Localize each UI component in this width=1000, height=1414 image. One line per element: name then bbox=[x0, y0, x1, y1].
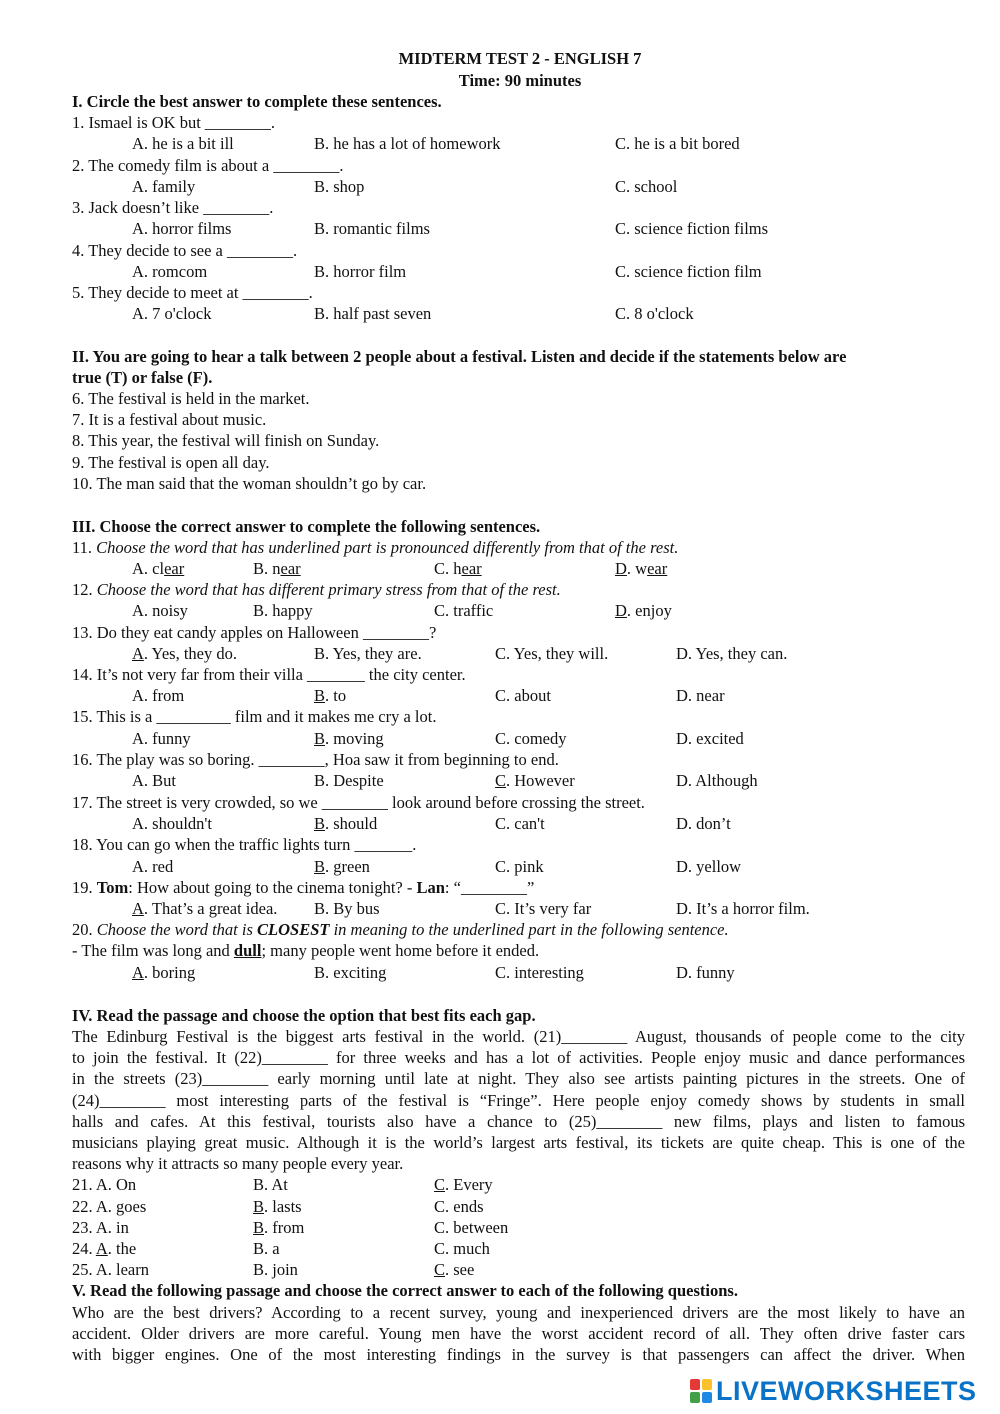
q12-option-d[interactable]: D. enjoy bbox=[615, 601, 672, 620]
q11-number: 11. bbox=[72, 538, 93, 557]
question-17: 17. The street is very crowded, so we ________ look around before crossing the street. bbox=[72, 793, 645, 812]
passage-line: halls and cafes. At this festival, tourists also have a chance to (25)________ new films, plays and listen to famous bbox=[72, 1112, 965, 1131]
q18-option-b[interactable]: B. green bbox=[314, 857, 370, 876]
q1-option-b[interactable]: B. he has a lot of homework bbox=[314, 134, 501, 153]
q19-option-c[interactable]: C. It’s very far bbox=[495, 899, 592, 918]
q2-option-c[interactable]: C. school bbox=[615, 177, 678, 196]
section-4-heading: IV. Read the passage and choose the option that best fits each gap. bbox=[72, 1006, 536, 1025]
section-5-heading: V. Read the following passage and choose the correct answer to each of the following questions. bbox=[72, 1281, 738, 1300]
q14-option-a[interactable]: A. from bbox=[132, 686, 185, 705]
q12-instruction: Choose the word that has different primary stress from that of the rest. bbox=[96, 580, 561, 599]
q3-option-b[interactable]: B. romantic films bbox=[314, 219, 430, 238]
q23-option-a[interactable]: 23. A. in bbox=[72, 1218, 129, 1237]
q20-option-c[interactable]: C. interesting bbox=[495, 963, 584, 982]
q21-option-a[interactable]: 21. A. On bbox=[72, 1175, 137, 1194]
q17-option-b[interactable]: B. should bbox=[314, 814, 378, 833]
statement-6: 6. The festival is held in the market. bbox=[72, 389, 310, 408]
q19-option-b[interactable]: B. By bus bbox=[314, 899, 380, 918]
liveworksheets-logo-text: LIVEWORKSHEETS bbox=[716, 1375, 977, 1406]
q16-option-c[interactable]: C. However bbox=[495, 771, 575, 790]
statement-7: 7. It is a festival about music. bbox=[72, 410, 267, 429]
q24-option-c[interactable]: C. much bbox=[434, 1239, 490, 1258]
q11-option-c[interactable]: C. hear bbox=[434, 559, 482, 578]
speaker-tom: Tom bbox=[96, 878, 129, 897]
question-4: 4. They decide to see a ________. bbox=[72, 241, 298, 260]
q5-option-b[interactable]: B. half past seven bbox=[314, 304, 432, 323]
q22-option-c[interactable]: C. ends bbox=[434, 1197, 484, 1216]
q14-option-b[interactable]: B. to bbox=[314, 686, 347, 705]
passage-line: reasons why it attracts so many people every year. bbox=[72, 1154, 404, 1173]
passage-line: Who are the best drivers? According to a recent survey, young and inexperienced drivers are the most likely to have an bbox=[72, 1303, 965, 1322]
q5-option-c[interactable]: C. 8 o'clock bbox=[615, 304, 694, 323]
question-19: 19. Tom: How about going to the cinema tonight? - Lan: “________” bbox=[72, 878, 535, 897]
question-20: 20. Choose the word that is CLOSEST in meaning to the underlined part in the following sentence. bbox=[72, 920, 729, 939]
question-3: 3. Jack doesn’t like ________. bbox=[72, 198, 274, 217]
question-11 bbox=[72, 537, 678, 558]
question-13: 13. Do they eat candy apples on Halloween ________? bbox=[72, 623, 437, 642]
passage-line: (24)________ most interesting parts of the festival is “Fringe”. Here people enjoy comedy shows by students in small bbox=[72, 1091, 965, 1110]
q14-option-c[interactable]: C. about bbox=[495, 686, 551, 705]
passage-line: to join the festival. It (22)________ for three weeks and has a lot of activities. People enjoy music and dance performances bbox=[72, 1048, 965, 1067]
q13-option-c[interactable]: C. Yes, they will. bbox=[495, 644, 609, 663]
q15-option-b[interactable]: B. moving bbox=[314, 729, 384, 748]
q15-option-d[interactable]: D. excited bbox=[676, 729, 744, 748]
q17-option-c[interactable]: C. can't bbox=[495, 814, 545, 833]
q20-sentence: - The film was long and dull; many people went home before it ended. bbox=[72, 941, 540, 960]
section-2-heading-line-2: true (T) or false (F). bbox=[72, 368, 213, 387]
q5-option-a[interactable]: A. 7 o'clock bbox=[132, 304, 212, 323]
q19-option-d[interactable]: D. It’s a horror film. bbox=[676, 899, 810, 918]
question-18: 18. You can go when the traffic lights turn _______. bbox=[72, 835, 417, 854]
q2-option-a[interactable]: A. family bbox=[132, 177, 196, 196]
liveworksheets-logo[interactable] bbox=[690, 1376, 977, 1406]
question-12 bbox=[72, 579, 561, 600]
test-title: MIDTERM TEST 2 - ENGLISH 7 bbox=[398, 49, 642, 68]
q11-instruction: Choose the word that has underlined part is pronounced differently from that of the rest. bbox=[96, 538, 679, 557]
passage-line: with bigger engines. One of the most interesting findings in the survey is that passengers can affect the driver. When bbox=[72, 1345, 965, 1364]
q25-option-a[interactable]: 25. A. learn bbox=[72, 1260, 149, 1279]
statement-10: 10. The man said that the woman shouldn’t go by car. bbox=[72, 474, 427, 493]
liveworksheets-logo-icon bbox=[690, 1379, 712, 1403]
underlined-word-dull: dull bbox=[233, 941, 262, 960]
q4-option-a[interactable]: A. romcom bbox=[132, 262, 208, 281]
q13-option-a[interactable]: A. Yes, they do. bbox=[132, 644, 237, 663]
passage-line: accident. Older drivers are more careful. Young men have the worst accident record of all. They often drive faster cars bbox=[72, 1324, 965, 1343]
q15-option-a[interactable]: A. funny bbox=[132, 729, 191, 748]
q20-option-a[interactable]: A. boring bbox=[132, 963, 196, 982]
question-15: 15. This is a _________ film and it makes me cry a lot. bbox=[72, 707, 437, 726]
question-2: 2. The comedy film is about a ________. bbox=[72, 156, 344, 175]
section-3-heading: III. Choose the correct answer to complete the following sentences. bbox=[72, 517, 541, 536]
q12-option-b[interactable]: B. happy bbox=[253, 601, 313, 620]
q4-option-b[interactable]: B. horror film bbox=[314, 262, 407, 281]
q16-option-b[interactable]: B. Despite bbox=[314, 771, 384, 790]
q3-option-a[interactable]: A. horror films bbox=[132, 219, 232, 238]
q13-option-b[interactable]: B. Yes, they are. bbox=[314, 644, 422, 663]
statement-8: 8. This year, the festival will finish on Sunday. bbox=[72, 431, 380, 450]
q25-option-b[interactable]: B. join bbox=[253, 1260, 298, 1279]
q16-option-a[interactable]: A. But bbox=[132, 771, 177, 790]
q11-option-d[interactable]: D. wear bbox=[615, 559, 668, 578]
q24-option-a[interactable]: 24. A. the bbox=[72, 1239, 137, 1258]
q22-option-a[interactable]: 22. A. goes bbox=[72, 1197, 147, 1216]
q1-option-a[interactable]: A. he is a bit ill bbox=[132, 134, 234, 153]
q19-option-a[interactable]: A. That’s a great idea. bbox=[132, 899, 278, 918]
q12-number: 12. bbox=[72, 580, 93, 599]
q13-option-d[interactable]: D. Yes, they can. bbox=[676, 644, 788, 663]
q4-option-c[interactable]: C. science fiction film bbox=[615, 262, 762, 281]
q12-option-c[interactable]: C. traffic bbox=[434, 601, 494, 620]
section-2-heading-line-1: II. You are going to hear a talk between 2 people about a festival. Listen and decide if the statements below are bbox=[72, 347, 847, 366]
q22-option-b[interactable]: B. lasts bbox=[253, 1197, 302, 1216]
q3-option-c[interactable]: C. science fiction films bbox=[615, 219, 769, 238]
q18-option-c[interactable]: C. pink bbox=[495, 857, 544, 876]
section-1-heading: I. Circle the best answer to complete these sentences. bbox=[72, 92, 442, 111]
speaker-lan: Lan bbox=[416, 878, 445, 897]
q24-option-b[interactable]: B. a bbox=[253, 1239, 280, 1258]
question-1: 1. Ismael is OK but ________. bbox=[72, 113, 276, 132]
question-5: 5. They decide to meet at ________. bbox=[72, 283, 313, 302]
q23-option-c[interactable]: C. between bbox=[434, 1218, 509, 1237]
q17-option-a[interactable]: A. shouldn't bbox=[132, 814, 212, 833]
q17-option-d[interactable]: D. don’t bbox=[676, 814, 731, 833]
q2-option-b[interactable]: B. shop bbox=[314, 177, 365, 196]
passage-line: musicians playing great music. Although it is the world’s largest arts festival, its tickets are quite cheap. This is one of the bbox=[72, 1133, 965, 1152]
q18-option-d[interactable]: D. yellow bbox=[676, 857, 742, 876]
q25-option-c[interactable]: C. see bbox=[434, 1260, 475, 1279]
q21-option-c[interactable]: C. Every bbox=[434, 1175, 493, 1194]
passage-line: in the streets (23)________ early morning until late at night. They also see artists painting pictures in the streets. One of bbox=[72, 1069, 965, 1088]
q16-option-d[interactable]: D. Although bbox=[676, 771, 758, 790]
q1-option-c[interactable]: C. he is a bit bored bbox=[615, 134, 740, 153]
passage-line: The Edinburg Festival is the biggest arts festival in the world. (21)________ August, thousands of people come to the city bbox=[72, 1027, 965, 1046]
statement-9: 9. The festival is open all day. bbox=[72, 453, 270, 472]
q12-option-a[interactable]: A. noisy bbox=[132, 601, 188, 620]
test-time: Time: 90 minutes bbox=[458, 71, 582, 90]
question-14: 14. It’s not very far from their villa _______ the city center. bbox=[72, 665, 466, 684]
q18-option-a[interactable]: A. red bbox=[132, 857, 174, 876]
q11-option-a[interactable]: A. clear bbox=[132, 559, 185, 578]
question-16: 16. The play was so boring. ________, Hoa saw it from beginning to end. bbox=[72, 750, 559, 769]
q23-option-b[interactable]: B. from bbox=[253, 1218, 305, 1237]
q14-option-d[interactable]: D. near bbox=[676, 686, 725, 705]
q15-option-c[interactable]: C. comedy bbox=[495, 729, 567, 748]
q20-option-b[interactable]: B. exciting bbox=[314, 963, 387, 982]
q21-option-b[interactable]: B. At bbox=[253, 1175, 288, 1194]
closest-keyword: CLOSEST bbox=[257, 920, 330, 939]
q20-option-d[interactable]: D. funny bbox=[676, 963, 735, 982]
q11-option-b[interactable]: B. near bbox=[253, 559, 301, 578]
